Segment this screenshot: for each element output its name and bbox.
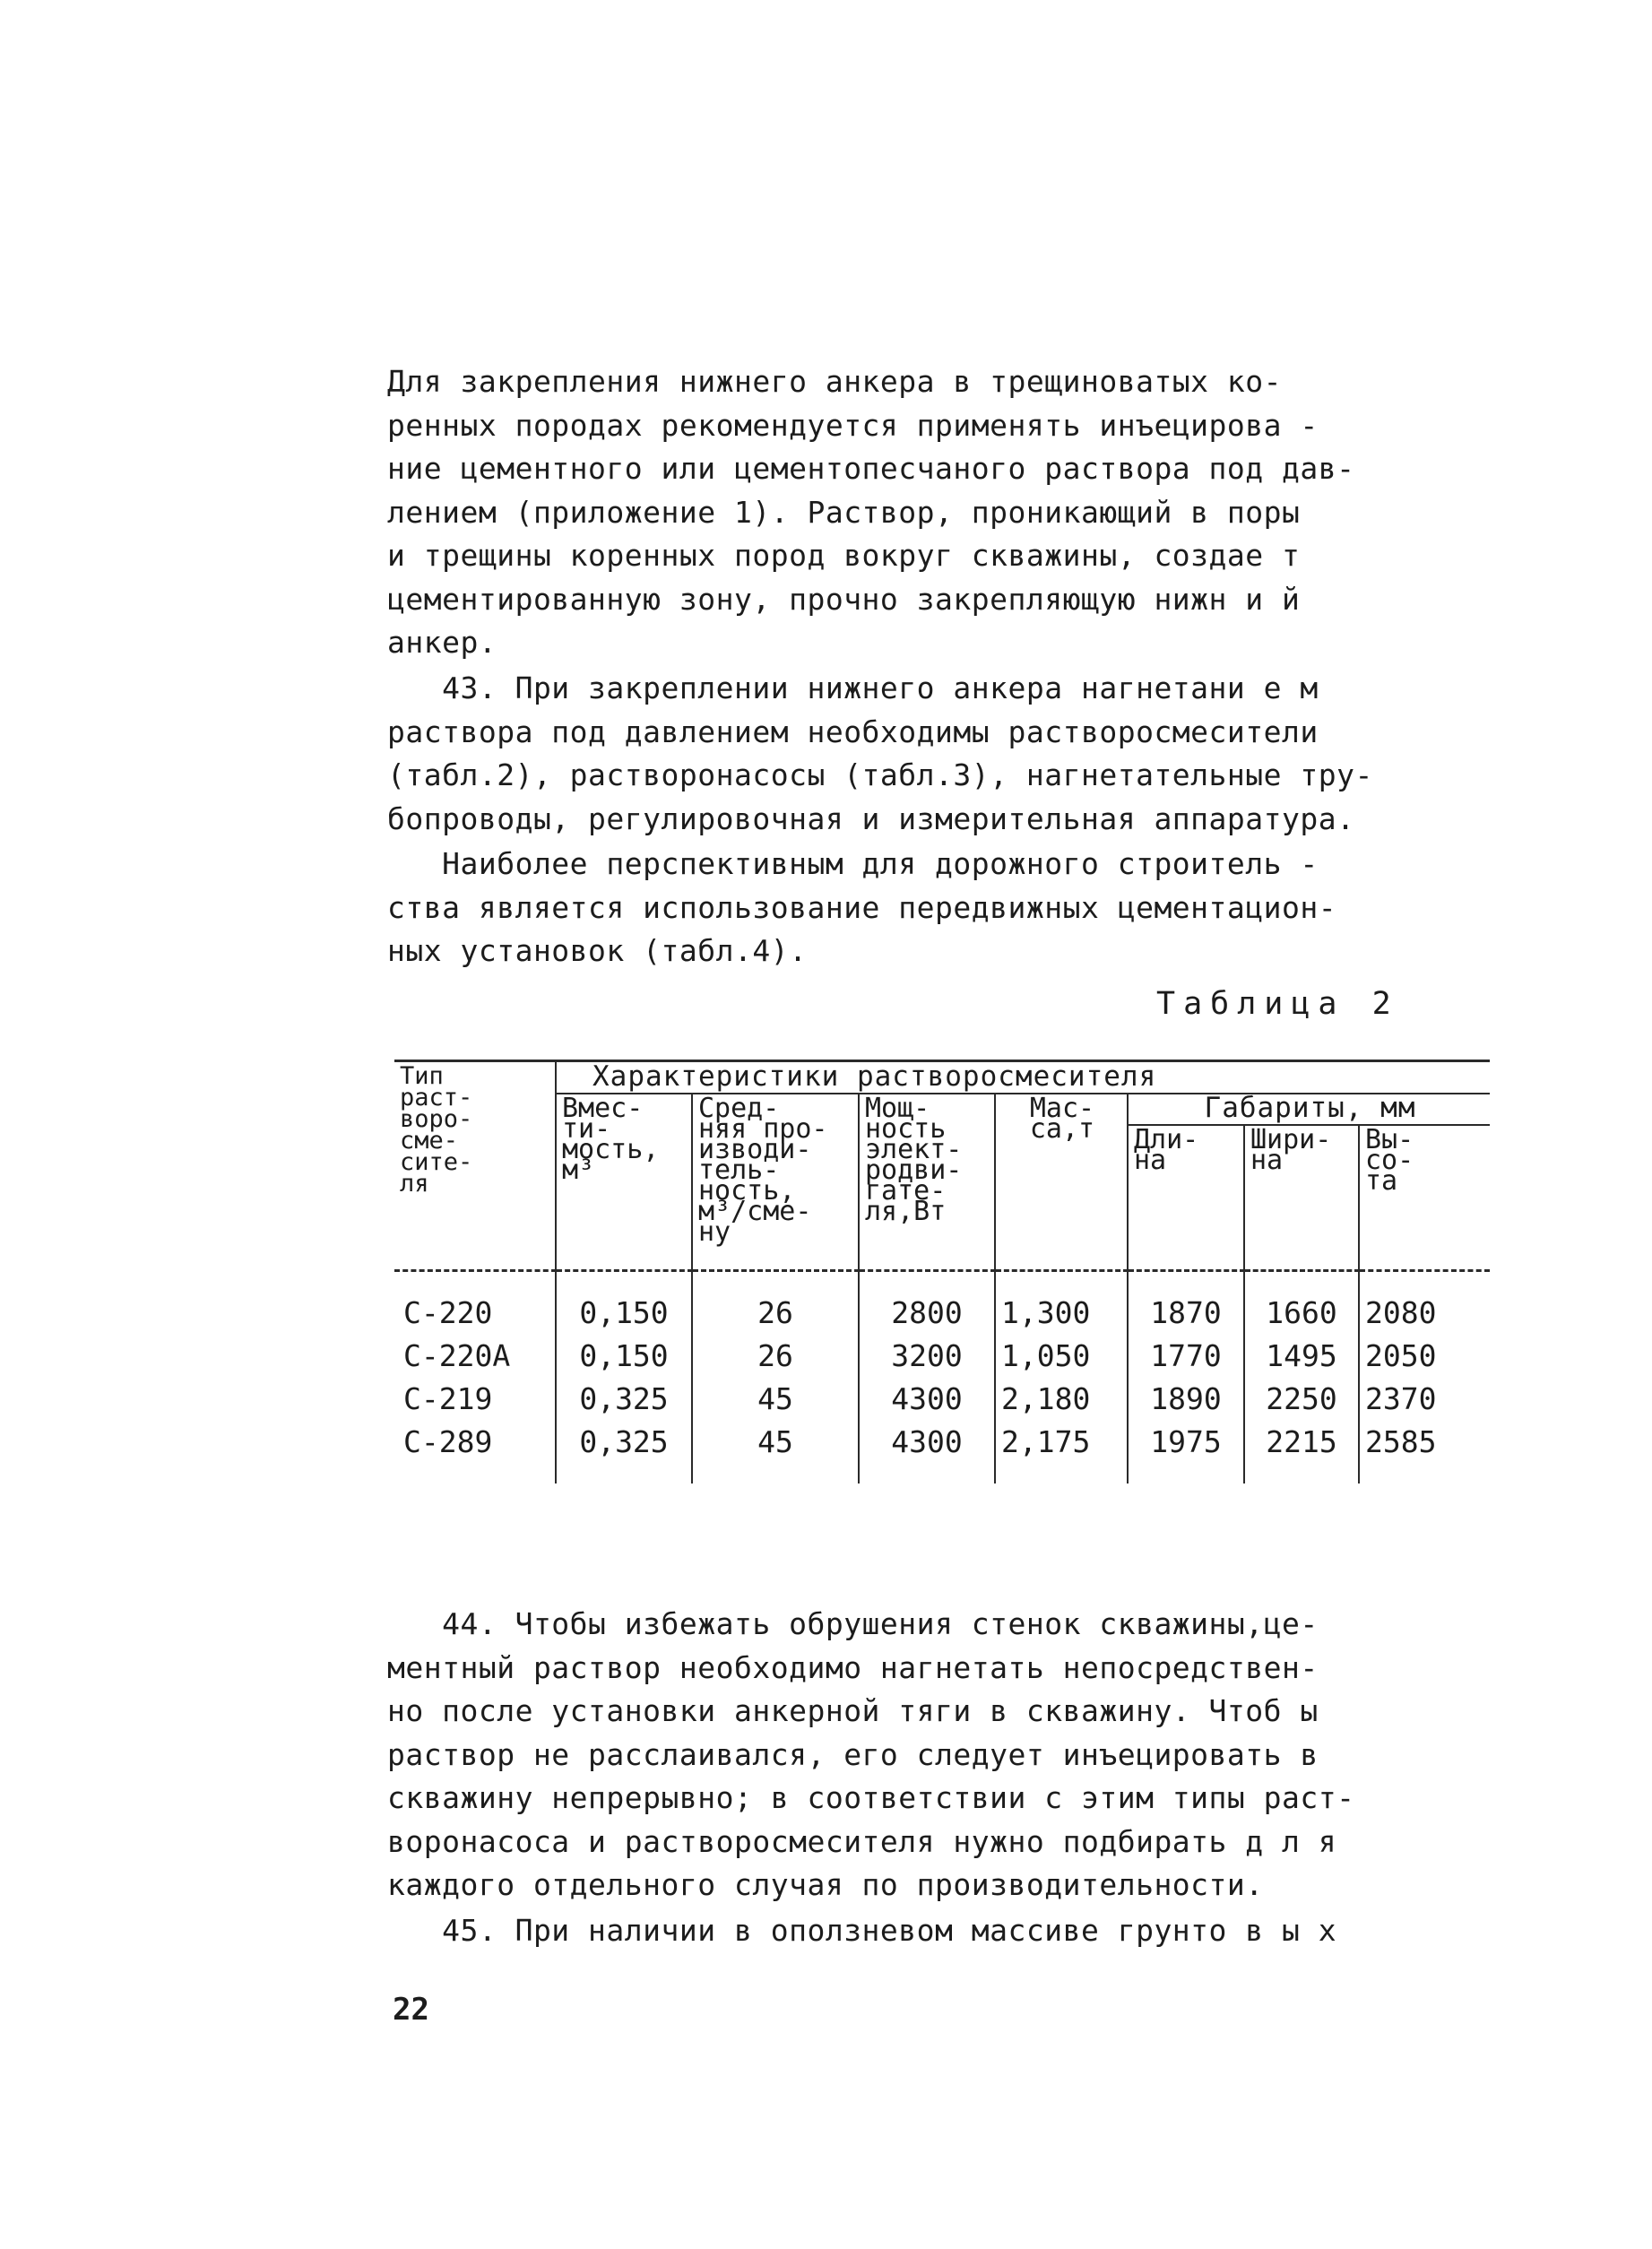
text-line: анкер. [387, 625, 497, 660]
text-line: воронасоса и растворосмесителя нужно подбирать д л я [387, 1823, 1337, 1859]
header-productivity: Сред- няя про- изводи- тель- ность, м³/сме- ну [692, 1094, 859, 1271]
text-line: 44. Чтобы избежать обрушения стенок скважины,це- [387, 1606, 1319, 1641]
text-line: но после установки анкерной тяги в скважину. Чтоб ы [387, 1693, 1319, 1728]
page-number: 22 [393, 1992, 429, 2028]
cell-power: 2800 [859, 1271, 995, 1336]
paragraph-45 [387, 1909, 1492, 1953]
header-width: Шири- на [1244, 1125, 1359, 1271]
cell-width: 1495 [1244, 1335, 1359, 1378]
table-caption: Таблица 2 [1156, 986, 1399, 1022]
text-line: 43. При закреплении нижнего анкера нагнетани е м [387, 670, 1319, 705]
cell-length: 1975 [1128, 1421, 1244, 1483]
text-line: Наиболее перспективным для дорожного строитель - [387, 846, 1319, 881]
table-row [394, 1335, 1490, 1378]
cell-productivity: 45 [692, 1421, 859, 1483]
header-motor-power: Мощ- ность элект- родви- гате- ля,Вт [859, 1094, 995, 1271]
cell-power: 4300 [859, 1378, 995, 1421]
cell-height: 2370 [1359, 1378, 1490, 1421]
cell-mass: 2,175 [995, 1421, 1128, 1483]
cell-capacity: 0,325 [556, 1378, 692, 1421]
paragraph-anchor-fixing [387, 360, 1492, 665]
text-line: ных установок (табл.4). [387, 933, 808, 968]
text-line: 45. При наличии в оползневом массиве грунто в ы х [387, 1913, 1337, 1948]
cell-type: С-220 [403, 1295, 493, 1330]
text-line: и трещины коренных пород вокруг скважины, создае т [387, 538, 1301, 573]
header-mixer-type: Тип раст- воро- сме- сите- ля [394, 1061, 556, 1271]
text-line: лением (приложение 1). Раствор, проникающий в поры [387, 494, 1301, 530]
text-line: ние цементного или цементопесчаного раствора под дав- [387, 451, 1355, 486]
cell-productivity: 45 [692, 1378, 859, 1421]
cell-power: 3200 [859, 1335, 995, 1378]
cell-type: С-289 [403, 1424, 493, 1459]
paragraph-44 [387, 1603, 1492, 1907]
cell-length: 1890 [1128, 1378, 1244, 1421]
text-line: скважину непрерывно; в соответствии с этим типы раст- [387, 1780, 1355, 1815]
paragraph-perspective [387, 843, 1492, 973]
table-row [394, 1271, 1490, 1336]
cell-width: 1660 [1244, 1271, 1359, 1336]
table-row [394, 1421, 1490, 1483]
cell-mass: 2,180 [995, 1378, 1128, 1421]
cell-length: 1870 [1128, 1271, 1244, 1336]
text-line: раствор не расслаивался, его следует инъецировать в [387, 1736, 1319, 1772]
paragraph-43 [387, 667, 1492, 841]
header-capacity: Вмес- ти- мость, м³ [556, 1094, 692, 1271]
text-line: раствора под давлением необходимы растворосмесители [387, 714, 1319, 749]
text-line: ства является использование передвижных цементацион- [387, 889, 1337, 925]
cell-productivity: 26 [692, 1271, 859, 1336]
header-characteristics: Характеристики растворосмесителя [556, 1061, 1490, 1094]
header-height: Вы- со- та [1359, 1125, 1490, 1271]
cell-width: 2215 [1244, 1421, 1359, 1483]
cell-power: 4300 [859, 1421, 995, 1483]
cell-height: 2080 [1359, 1271, 1490, 1336]
cell-width: 2250 [1244, 1378, 1359, 1421]
cell-capacity: 0,150 [556, 1335, 692, 1378]
cell-type: С-219 [403, 1381, 493, 1416]
text-line: ментный раствор необходимо нагнетать непосредствен- [387, 1649, 1319, 1685]
cell-productivity: 26 [692, 1335, 859, 1378]
text-line: цементированную зону, прочно закрепляющую нижн и й [387, 581, 1301, 617]
cell-mass: 1,050 [995, 1335, 1128, 1378]
cell-capacity: 0,150 [556, 1271, 692, 1336]
cell-height: 2585 [1359, 1421, 1490, 1483]
cell-mass: 1,300 [995, 1271, 1128, 1336]
text-line: каждого отдельного случая по производительности. [387, 1867, 1264, 1902]
cell-type: С-220А [403, 1338, 511, 1373]
text-line: бопроводы, регулировочная и измерительная аппаратура. [387, 800, 1355, 836]
header-dimensions: Габариты, мм [1128, 1094, 1490, 1125]
text-line: (табл.2), растворонасосы (табл.3), нагнетательные тру- [387, 757, 1373, 792]
text-line: ренных породах рекомендуется применять инъецирова - [387, 407, 1319, 443]
mixer-spec-table [394, 1060, 1490, 1483]
cell-height: 2050 [1359, 1335, 1490, 1378]
text-line: Для закрепления нижнего анкера в трещиноватых ко- [387, 364, 1283, 399]
table-row [394, 1378, 1490, 1421]
cell-length: 1770 [1128, 1335, 1244, 1378]
header-length: Дли- на [1128, 1125, 1244, 1271]
header-mass: Мас- са,т [995, 1094, 1128, 1271]
cell-capacity: 0,325 [556, 1421, 692, 1483]
